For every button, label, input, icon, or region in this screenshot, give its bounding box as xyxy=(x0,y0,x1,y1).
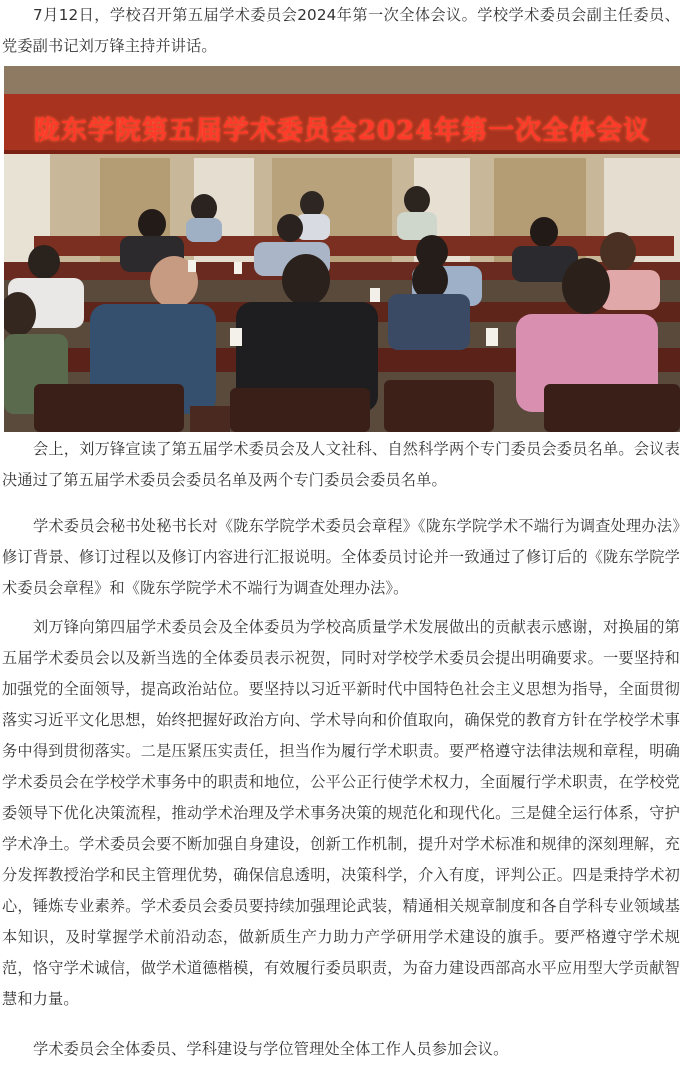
meeting-photo xyxy=(4,66,680,432)
paragraph-list-reading: 会上，刘万锋宣读了第五届学术委员会及人文社科、自然科学两个专门委员会委员名单。会议表决通过了第五届学术委员会委员名单及两个专门委员会委员名单。 xyxy=(2,440,680,489)
meeting-banner-text: 陇东学院第五届学术委员会2024年第一次全体会议 xyxy=(33,116,651,146)
paragraph-speech: 刘万锋向第四届学术委员会及全体委员为学校高质量学术发展做出的贡献表示感谢，对换届的第五届学术委员会以及新当选的全体委员表示祝贺，同时对学校学术委员会提出明确要求。一要坚持和加强党的全面领导，提高政治站位。要坚持以习近平新时代中国特色社会主义思想为指导，全面贯彻落实习近平文化思想，始终把握好政治方向、学术导向和价值取向，确保党的教育方针在学校学术事务中得到贯彻落实。二是压紧压实责任，担当作为履行学术职责。要严格遵守法律法规和章程，明确学术委员会在学校学术事务中的职责和地位，公平公正行使学术权力，全面履行学术职责，在学校党委领导下优化决策流程，推动学术治理及学术事务决策的规范化和现代化。三是健全运行体系，守护学术净土。学术委员会要不断加强自身建设，创新工作机制，提升对学术标准和规律的深刻理解，充分发挥教授治学和民主管理优势，确保信息透明，决策科学，介入有度，评判公正。四是秉持学术初心，锤炼专业素养。学术委员会委员要持续加强理论武装，精通相关规章制度和各自学科专业领域基本知识，及时掌握学术前沿动态，做新质生产力助力产学研用学术建设的旗手。要严格遵守学术规范，恪守学术诚信，做学术道德楷模，有效履行委员职责，为奋力建设西部高水平应用型大学贡献智慧和力量。 xyxy=(2,618,680,1008)
paragraph-intro: 7月12日，学校召开第五届学术委员会2024年第一次全体会议。学校学术委员会副主任委员、党委副书记刘万锋主持并讲话。 xyxy=(2,6,680,55)
paragraph-regulations: 学术委员会秘书处秘书长对《陇东学院学术委员会章程》《陇东学院学术不端行为调查处理办法》修订背景、修订过程以及修订内容进行汇报说明。全体委员讨论并一致通过了修订后的《陇东学院学术委员会章程》和《陇东学院学术不端行为调查处理办法》。 xyxy=(2,517,680,597)
paragraph-attendance: 学术委员会全体委员、学科建设与学位管理处全体工作人员参加会议。 xyxy=(33,1040,509,1058)
